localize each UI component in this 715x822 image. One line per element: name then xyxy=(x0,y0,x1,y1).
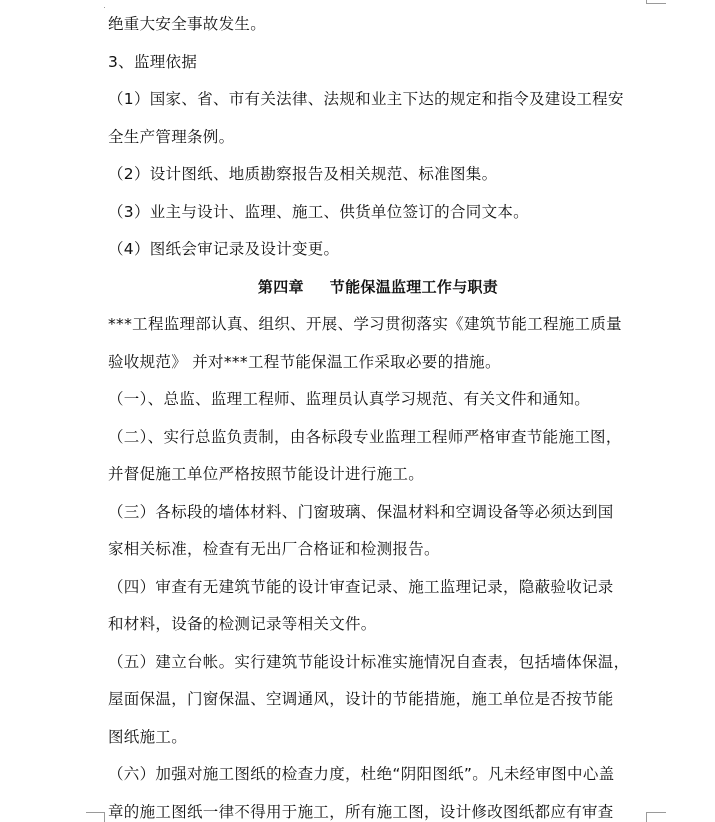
crop-mark xyxy=(104,7,105,8)
paragraph-line: （2）设计图纸、地质勘察报告及相关规范、标准图集。 xyxy=(108,165,498,183)
chapter-heading xyxy=(108,269,648,307)
crop-mark xyxy=(646,3,666,4)
crop-mark xyxy=(104,812,105,822)
crop-mark xyxy=(646,0,647,4)
paragraph-line: （六）加强对施工图纸的检查力度，杜绝“阴阳图纸”。凡未经审图中心盖 xyxy=(108,765,615,783)
paragraph-line: （五）建立台帐。实行建筑节能设计标准实施情况自查表，包括墙体保温， xyxy=(108,652,630,671)
crop-mark xyxy=(646,812,666,813)
paragraph-line: （四）审查有无建筑节能的设计审查记录、施工监理记录，隐蔽验收记录 xyxy=(108,577,614,596)
paragraph-line: （1）国家、省、市有关法律、法规和业主下达的规定和指令及建设工程安 xyxy=(108,90,624,108)
paragraph-line: （4）图纸会审记录及设计变更。 xyxy=(108,240,340,258)
paragraph-line: ***工程监理部认真、组织、开展、学习贯彻落实《建筑节能工程施工质量 xyxy=(108,315,622,333)
paragraph-line: 和材料，设备的检测记录等相关文件。 xyxy=(108,615,377,633)
crop-mark xyxy=(86,812,104,813)
paragraph-line: 图纸施工。 xyxy=(108,727,188,746)
paragraph-line: 绝重大安全事故发生。 xyxy=(108,15,267,33)
chapter-number: 第四章 xyxy=(257,277,304,296)
paragraph-line: （3）业主与设计、监理、施工、供货单位签订的合同文本。 xyxy=(108,202,529,221)
paragraph-line: （三）各标段的墙体材料、门窗玻璃、保温材料和空调设备等必须达到国 xyxy=(108,502,614,521)
paragraph-line: 家相关标准，检查有无出厂合格证和检测报告。 xyxy=(108,540,440,558)
document-body xyxy=(108,6,648,822)
paragraph-line: 验收规范》 并对***工程节能保温工作采取必要的措施。 xyxy=(108,352,501,371)
section-heading: 3、监理依据 xyxy=(108,52,198,71)
paragraph-line: 并督促施工单位严格按照节能设计进行施工。 xyxy=(108,465,425,483)
paragraph-line: 章的施工图纸一律不得用于施工，所有施工图，设计修改图纸都应有审查 xyxy=(108,802,614,821)
chapter-title: 节能保温监理工作与职责 xyxy=(329,277,499,296)
paragraph-line: （一）、总监、监理工程师、监理员认真学习规范、有关文件和通知。 xyxy=(108,390,591,408)
paragraph-line: （二）、实行总监负责制，由各标段专业监理工程师严格审查节能施工图， xyxy=(108,427,622,446)
paragraph-line: 屋面保温，门窗保温、空调通风，设计的节能措施，施工单位是否按节能 xyxy=(108,690,614,708)
paragraph-line: 全生产管理条例。 xyxy=(108,127,235,146)
